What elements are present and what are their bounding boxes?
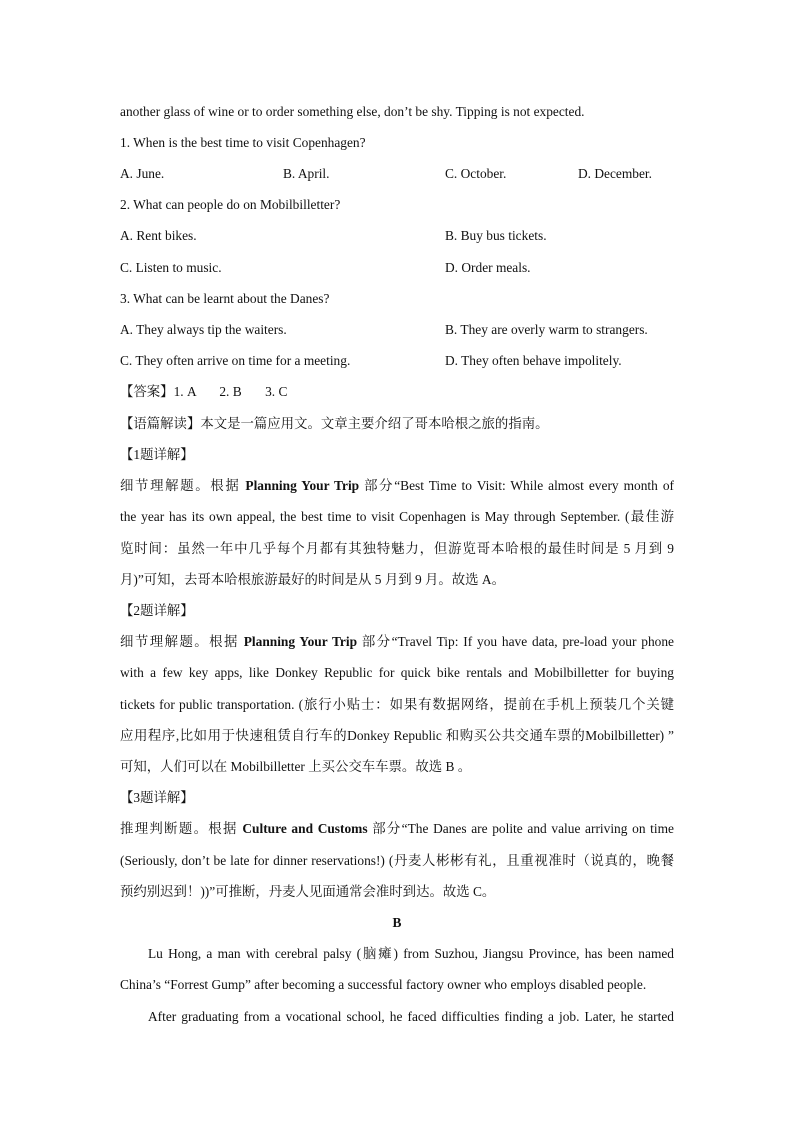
explanation-3-line-1 bbox=[120, 820, 674, 838]
question-3-stem: 3. What can be learnt about the Danes? bbox=[120, 291, 330, 306]
explanation-3-line-3: 预约别迟到！))”可推断，丹麦人见面通常会准时到达。故选 C。 bbox=[120, 884, 496, 899]
intro-tail-text: another glass of wine or to order something else, don’t be shy. Tipping is not expected. bbox=[120, 104, 585, 119]
question-1-stem: 1. When is the best time to visit Copenhagen? bbox=[120, 135, 366, 150]
question-2-option-c: C. Listen to music. bbox=[120, 260, 222, 275]
interpretation-label: 【语篇解读】 bbox=[120, 416, 201, 431]
answer-text: 1. A 2. B 3. C bbox=[173, 384, 288, 399]
explanation-1-line-2: the year has its own appeal, the best time to visit Copenhagen is May through September. (最佳游 bbox=[120, 509, 674, 524]
explanation-3-line-2: (Seriously, don’t be late for dinner reservations!) (丹麦人彬彬有礼，且重视准时（说真的，晚餐 bbox=[120, 853, 674, 868]
explanation-1-line-3: 览时间：虽然一年中几乎每个月都有其独特魅力，但游览哥本哈根的最佳时间是 5 月到 9 bbox=[120, 541, 674, 556]
explanation-2-line-4: 应用程序,比如用于快速租赁自行车的Donkey Republic 和购买公共交通车票的Mobilbilletter) ” bbox=[120, 728, 674, 743]
explanation-2-line-1 bbox=[120, 633, 674, 651]
question-3-option-a: A. They always tip the waiters. bbox=[120, 322, 287, 337]
question-1-option-c: C. October. bbox=[445, 166, 507, 181]
section-b-paragraph-1-line-2: China’s “Forrest Gump” after becoming a successful factory owner who employs disabled people. bbox=[120, 977, 647, 992]
explanation-2-line-2: with a few key apps, like Donkey Republic for quick bike rentals and Mobilbilletter for buying bbox=[120, 665, 674, 680]
interpretation-text: 本文是一篇应用文。文章主要介绍了哥本哈根之旅的指南。 bbox=[200, 416, 549, 431]
interpretation-line bbox=[120, 415, 549, 433]
explanation-3-heading: 【3题详解】 bbox=[120, 790, 194, 805]
explanation-2-line-3: tickets for public transportation. (旅行小贴士：如果有数据网络，提前在手机上预装几个关键 bbox=[120, 697, 674, 712]
explanation-2-heading: 【2题详解】 bbox=[120, 603, 194, 618]
explanation-1-section-name: Planning Your Trip bbox=[245, 478, 360, 493]
explanation-1-line-4: 月)”可知，去哥本哈根旅游最好的时间是从 5 月到 9 月。故选 A。 bbox=[120, 572, 505, 587]
answer-line bbox=[120, 383, 287, 401]
explanation-2-section-name: Planning Your Trip bbox=[243, 634, 358, 649]
explanation-2-line-1-pre: 细节理解题。根据 bbox=[120, 634, 244, 649]
explanation-1-line-1 bbox=[120, 477, 674, 495]
question-2-option-a: A. Rent bikes. bbox=[120, 228, 197, 243]
question-1-option-d: D. December. bbox=[578, 166, 652, 181]
question-3-option-c: C. They often arrive on time for a meeting. bbox=[120, 353, 351, 368]
explanation-3-line-1-post: 部分“The Danes are polite and value arriving on time bbox=[367, 821, 674, 836]
explanation-1-line-1-post: 部分“Best Time to Visit: While almost every month of bbox=[359, 478, 674, 493]
section-b-title: B bbox=[392, 915, 402, 930]
question-1-option-a: A. June. bbox=[120, 166, 165, 181]
question-2-stem: 2. What can people do on Mobilbilletter? bbox=[120, 197, 341, 212]
section-b-paragraph-2-line-1: After graduating from a vocational school, he faced difficulties finding a job. Later, he started bbox=[148, 1009, 674, 1024]
question-2-option-d: D. Order meals. bbox=[445, 260, 531, 275]
question-1-option-b: B. April. bbox=[283, 166, 330, 181]
question-3-option-b: B. They are overly warm to strangers. bbox=[445, 322, 648, 337]
explanation-2-line-5: 可知，人们可以在 Mobilbilletter 上买公交车车票。故选 B 。 bbox=[120, 759, 472, 774]
explanation-1-line-1-pre: 细节理解题。根据 bbox=[120, 478, 246, 493]
answer-label: 【答案】 bbox=[120, 384, 174, 399]
section-b-paragraph-1-line-1: Lu Hong, a man with cerebral palsy (脑瘫) from Suzhou, Jiangsu Province, has been named bbox=[148, 946, 674, 961]
explanation-1-heading: 【1题详解】 bbox=[120, 447, 194, 462]
explanation-3-section-name: Culture and Customs bbox=[242, 821, 368, 836]
explanation-3-line-1-pre: 推理判断题。根据 bbox=[120, 821, 243, 836]
question-3-option-d: D. They often behave impolitely. bbox=[445, 353, 622, 368]
explanation-2-line-1-post: 部分“Travel Tip: If you have data, pre-load your phone bbox=[357, 634, 674, 649]
question-2-option-b: B. Buy bus tickets. bbox=[445, 228, 547, 243]
